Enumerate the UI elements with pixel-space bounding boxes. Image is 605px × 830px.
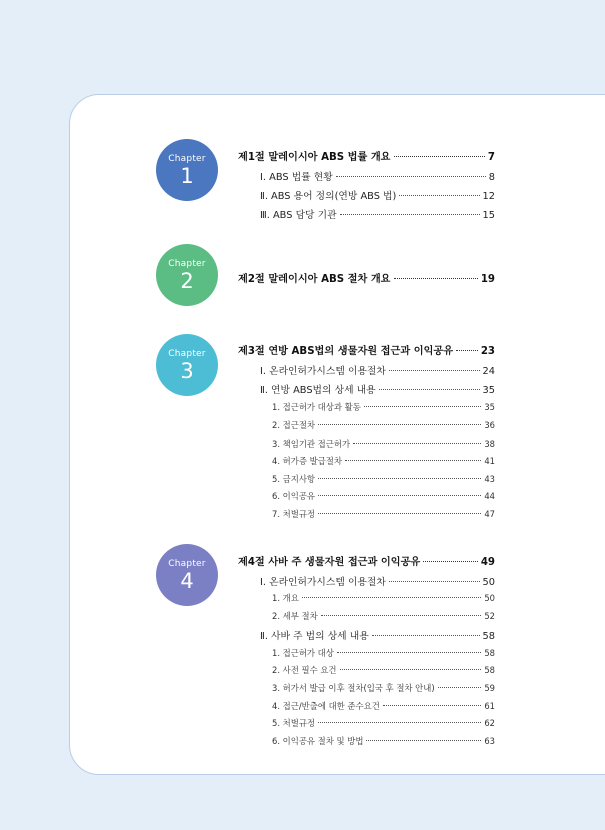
entry-title: 제4절 사바 주 생물자원 접근과 이익공유 (238, 557, 421, 568)
item-entry[interactable] (272, 735, 495, 747)
item-entry[interactable] (272, 473, 495, 485)
item-entry[interactable] (272, 664, 495, 676)
dot-leader (383, 705, 482, 706)
entry-title: 2. 세부 절차 (272, 611, 318, 621)
section-entry[interactable] (238, 148, 495, 163)
chapter-badge-4 (156, 544, 218, 606)
subsection-entry[interactable] (260, 574, 495, 588)
entry-title: 6. 이익공유 (272, 491, 316, 501)
chapter-label: Chapter (168, 154, 206, 164)
entry-page-number: 47 (484, 509, 495, 519)
subsection-entry[interactable] (260, 188, 495, 202)
chapter-number: 3 (180, 359, 194, 383)
chapter-badge-2 (156, 244, 218, 306)
dot-leader (345, 460, 481, 461)
item-entry[interactable] (272, 647, 495, 659)
item-entry[interactable] (272, 592, 495, 604)
item-entry[interactable] (272, 455, 495, 467)
chapter-number: 2 (180, 269, 194, 293)
entry-title: 4. 허가증 발급절차 (272, 456, 342, 466)
entry-page-number: 63 (484, 736, 495, 746)
dot-leader (423, 561, 478, 562)
section-entry[interactable] (238, 342, 495, 357)
entry-page-number: 7 (487, 152, 495, 163)
entry-title: 3. 책임기관 접근허가 (272, 439, 351, 449)
chapter-number: 4 (180, 569, 194, 593)
entry-title: 2. 접근절차 (272, 420, 316, 430)
dot-leader (318, 478, 481, 479)
dot-leader (340, 669, 482, 670)
entry-page-number: 61 (484, 701, 495, 711)
entry-title: Ⅰ. 온라인허가시스템 이용절차 (260, 366, 386, 377)
dot-leader (321, 615, 482, 616)
subsection-entry[interactable] (260, 169, 495, 183)
entry-page-number: 35 (482, 385, 495, 396)
chapter-badge-1 (156, 139, 218, 201)
entry-title: Ⅱ. 사바 주 법의 상세 내용 (260, 631, 369, 642)
entry-page-number: 12 (482, 191, 495, 202)
chapter-number: 1 (180, 164, 194, 188)
entry-page-number: 23 (480, 346, 495, 357)
dot-leader (340, 214, 480, 215)
item-entry[interactable] (272, 438, 495, 450)
entry-page-number: 35 (484, 402, 495, 412)
entry-page-number: 62 (484, 718, 495, 728)
entry-page-number: 44 (484, 491, 495, 501)
entry-title: 1. 접근허가 대상과 활동 (272, 402, 361, 412)
subsection-entry[interactable] (260, 363, 495, 377)
entry-title: Ⅰ. 온라인허가시스템 이용절차 (260, 577, 386, 588)
dot-leader (366, 740, 481, 741)
entry-page-number: 58 (482, 631, 495, 642)
dot-leader (394, 156, 485, 157)
entry-title: 4. 접근/반출에 대한 준수요건 (272, 701, 380, 711)
item-entry[interactable] (272, 682, 495, 694)
dot-leader (394, 278, 478, 279)
entry-page-number: 50 (484, 593, 495, 603)
entry-page-number: 43 (484, 474, 495, 484)
entry-page-number: 24 (482, 366, 495, 377)
entry-title: 2. 사전 필수 요건 (272, 665, 337, 675)
entry-page-number: 49 (480, 557, 495, 568)
chapter-badge-3 (156, 334, 218, 396)
dot-leader (372, 635, 480, 636)
entry-title: 6. 이익공유 절차 및 방법 (272, 736, 364, 746)
entry-page-number: 15 (482, 210, 495, 221)
entry-title: 5. 금지사항 (272, 474, 316, 484)
entry-page-number: 52 (484, 611, 495, 621)
item-entry[interactable] (272, 508, 495, 520)
entry-page-number: 58 (484, 648, 495, 658)
dot-leader (456, 350, 478, 351)
entry-page-number: 41 (484, 456, 495, 466)
entry-title: Ⅰ. ABS 법률 현황 (260, 172, 333, 183)
entry-page-number: 19 (480, 274, 495, 285)
entry-title: Ⅲ. ABS 담당 기관 (260, 210, 337, 221)
section-entry[interactable] (238, 553, 495, 568)
section-entry[interactable] (238, 270, 495, 285)
dot-leader (318, 495, 481, 496)
dot-leader (389, 581, 480, 582)
entry-title: Ⅱ. ABS 용어 정의(연방 ABS 법) (260, 191, 397, 202)
entry-page-number: 58 (484, 665, 495, 675)
entry-title: 제1절 말레이시아 ABS 법률 개요 (238, 152, 391, 163)
entry-title: 1. 접근허가 대상 (272, 648, 334, 658)
dot-leader (438, 687, 482, 688)
chapter-label: Chapter (168, 259, 206, 269)
entry-title: 3. 허가서 발급 이후 절차(입국 후 절차 안내) (272, 683, 435, 693)
subsection-entry[interactable] (260, 207, 495, 221)
dot-leader (318, 722, 481, 723)
entry-page-number: 50 (482, 577, 495, 588)
entry-title: 7. 처벌규정 (272, 509, 316, 519)
dot-leader (364, 406, 482, 407)
subsection-entry[interactable] (260, 628, 495, 642)
subsection-entry[interactable] (260, 382, 495, 396)
entry-title: 1. 개요 (272, 593, 299, 603)
entry-page-number: 8 (488, 172, 495, 183)
dot-leader (318, 513, 481, 514)
entry-page-number: 36 (484, 420, 495, 430)
entry-title: Ⅱ. 연방 ABS법의 상세 내용 (260, 385, 376, 396)
dot-leader (318, 424, 481, 425)
dot-leader (399, 195, 479, 196)
entry-page-number: 38 (484, 439, 495, 449)
dot-leader (379, 389, 480, 390)
dot-leader (389, 370, 480, 371)
entry-title: 5. 처벌규정 (272, 718, 316, 728)
dot-leader (353, 443, 481, 444)
dot-leader (337, 652, 481, 653)
item-entry[interactable] (272, 490, 495, 502)
item-entry[interactable] (272, 700, 495, 712)
dot-leader (336, 176, 486, 177)
item-entry[interactable] (272, 419, 495, 431)
chapter-label: Chapter (168, 559, 206, 569)
item-entry[interactable] (272, 401, 495, 413)
item-entry[interactable] (272, 717, 495, 729)
chapter-label: Chapter (168, 349, 206, 359)
dot-leader (302, 597, 481, 598)
entry-title: 제2절 말레이시아 ABS 절차 개요 (238, 274, 391, 285)
entry-title: 제3절 연방 ABS법의 생물자원 접근과 이익공유 (238, 346, 454, 357)
entry-page-number: 59 (484, 683, 495, 693)
item-entry[interactable] (272, 610, 495, 622)
